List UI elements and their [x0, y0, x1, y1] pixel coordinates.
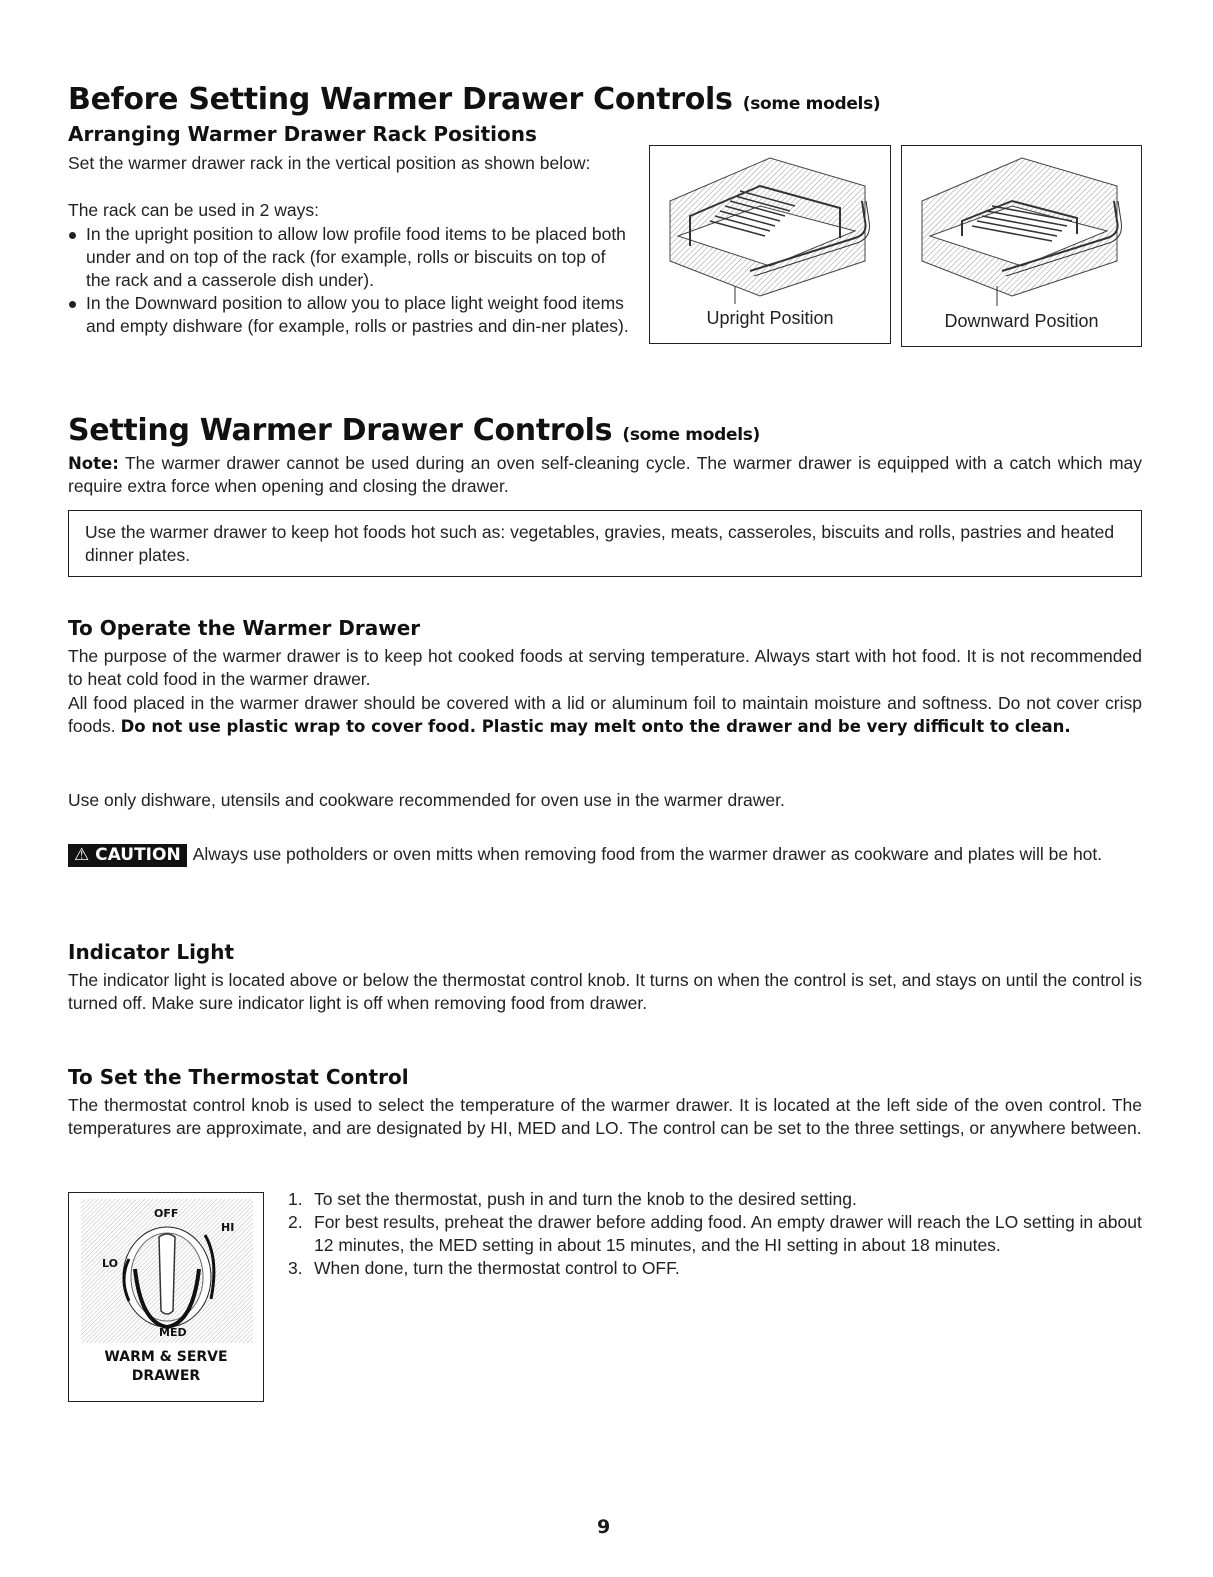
knob-label-lo: LO [102, 1257, 118, 1270]
step-text: When done, turn the thermostat control to OFF. [314, 1258, 680, 1278]
operate-paragraph-1: The purpose of the warmer drawer is to keep hot cooked foods at serving temperature. Always start with hot food. It is not recommended to heat cold food in the warmer drawer. [68, 646, 1142, 689]
figure-upright-position [649, 145, 891, 344]
operate-paragraph-2-text: All food placed in the warmer drawer should be covered with a lid or aluminum foil to maintain moisture and softness. Do not cover crisp foods. [68, 693, 1142, 736]
operate-paragraph-3: Use only dishware, utensils and cookware recommended for oven use in the warmer drawer. [68, 790, 785, 810]
section-title-before-setting [68, 82, 880, 117]
operate-paragraph-2 [68, 692, 1142, 738]
knob-caption [69, 1348, 263, 1386]
section-title-setting-controls [68, 413, 760, 448]
caution-label: CAUTION [95, 845, 181, 865]
rack-use-downward: In the Downward position to allow you to place light weight food items and empty dishware (for example, rolls or pastries and din-ner plates). [68, 292, 634, 338]
step-item [288, 1188, 1142, 1211]
step-number: 1. [288, 1189, 303, 1209]
step-number: 2. [288, 1212, 303, 1232]
heading-operate: To Operate the Warmer Drawer [68, 616, 421, 640]
caption-downward: Downward Position [944, 311, 1099, 331]
caption-upright: Upright Position [706, 308, 834, 328]
step-item [288, 1257, 1142, 1280]
thermostat-steps [288, 1188, 1142, 1280]
rack-uses-intro: The rack can be used in 2 ways: [68, 200, 319, 220]
caution-badge [68, 844, 187, 867]
caution-paragraph [68, 843, 1142, 867]
step-item [288, 1211, 1142, 1257]
note-text: The warmer drawer cannot be used during an oven self-cleaning cycle. The warmer drawer is equipped with a catch which may require extra force when opening and closing the drawer. [68, 453, 1143, 496]
indicator-text: The indicator light is located above or below the thermostat control knob. It turns on when the control is set, and stays on until the control is turned off. Make sure indicator light is off when removing food from drawer. [68, 970, 1142, 1013]
knob-caption-line-2: DRAWER [131, 1368, 201, 1384]
section-title-text: Setting Warmer Drawer Controls [68, 413, 613, 448]
hot-foods-text: Use the warmer drawer to keep hot foods hot such as: vegetables, gravies, meats, casseroles, biscuits and rolls, pastries and heated dinner plates. [85, 522, 1115, 565]
section-title-text: Before Setting Warmer Drawer Controls [68, 82, 733, 117]
thermostat-knob-figure [68, 1192, 264, 1402]
rack-use-upright: In the upright position to allow low profile food items to be placed both under and on top of the rack (for example, rolls or biscuits on top of the rack and a casserole dish under). [68, 223, 634, 292]
page-number: 9 [597, 1516, 611, 1538]
step-text: For best results, preheat the drawer before adding food. An empty drawer will reach the LO setting in about 12 minutes, the MED setting in about 15 minutes, and the HI setting in about 18 minutes. [314, 1212, 1142, 1255]
rack-uses-list [68, 223, 634, 338]
heading-thermostat: To Set the Thermostat Control [68, 1065, 409, 1089]
hot-foods-info-box [68, 510, 1142, 577]
warning-triangle-icon: ⚠ [74, 845, 90, 865]
note-label: Note: [68, 454, 119, 473]
section-title-suffix: (some models) [622, 425, 761, 445]
knob-label-hi: HI [221, 1221, 235, 1234]
knob-label-med: MED [159, 1326, 187, 1339]
plastic-wrap-warning: Do not use plastic wrap to cover food. Plastic may melt onto the drawer and be very difficult to clean. [120, 717, 1071, 736]
thermostat-text: The thermostat control knob is used to select the temperature of the warmer drawer. It is located at the left side of the oven control. The temperatures are approximate, and are designated by HI, MED and LO. The control can be set to the three settings, or anywhere between. [68, 1095, 1142, 1138]
warmer-drawer-rack-downward-icon [902, 146, 1141, 306]
rack-intro: Set the warmer drawer rack in the vertical position as shown below: [68, 153, 591, 173]
knob-label-off: OFF [154, 1207, 179, 1220]
section-title-suffix: (some models) [742, 94, 881, 114]
figure-downward-position [901, 145, 1142, 347]
heading-indicator-light: Indicator Light [68, 940, 235, 964]
step-text: To set the thermostat, push in and turn the knob to the desired setting. [314, 1189, 857, 1209]
note-paragraph [68, 452, 1142, 498]
knob-caption-line-1: WARM & SERVE [104, 1349, 228, 1365]
caution-text: Always use potholders or oven mitts when removing food from the warmer drawer as cookware and plates will be hot. [192, 844, 1103, 864]
step-number: 3. [288, 1258, 303, 1278]
warmer-drawer-rack-upright-icon [650, 146, 890, 306]
subheading-rack-positions: Arranging Warmer Drawer Rack Positions [68, 122, 537, 146]
